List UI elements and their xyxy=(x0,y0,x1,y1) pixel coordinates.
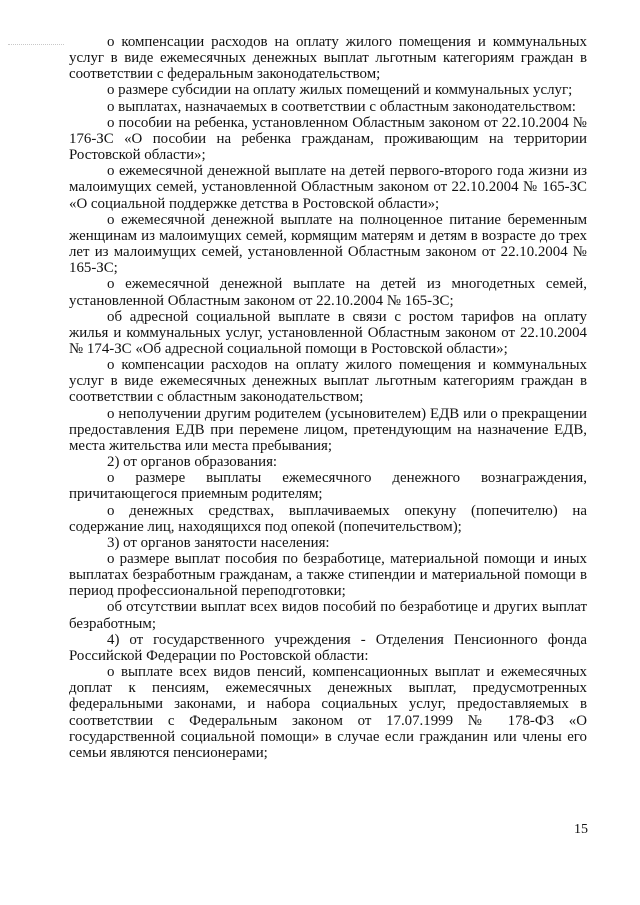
scan-artifact xyxy=(8,44,64,46)
paragraph: о компенсации расходов на оплату жилого помещения и коммунальных услуг в виде ежемесячных денежных выплат льготным категориям граждан в соответствии с федеральным законодательством; xyxy=(69,34,587,83)
page-number: 15 xyxy=(574,822,588,837)
paragraph: о компенсации расходов на оплату жилого помещения и коммунальных услуг в виде ежемесячных денежных выплат льготным категориям граждан в соответствии с областным законодательством; xyxy=(69,357,587,406)
paragraph: о пособии на ребенка, установленном Областным законом от 22.10.2004 № 176-ЗС «О пособии на ребенка гражданам, проживающим на территории Ростовской области»; xyxy=(69,114,587,164)
paragraph: о денежных средствах, выплачиваемых опекуну (попечителю) на содержание лиц, находящихся под опекой (попечительством); xyxy=(69,502,587,535)
paragraph: о ежемесячной денежной выплате на детей первого-второго года жизни из малоимущих семей, установленной Областным законом от 22.10.2004 № 165-ЗС «О социальной поддержке детства в Ростовской области»; xyxy=(69,163,587,212)
document-body xyxy=(69,34,587,761)
section-heading: 3) от органов занятости населения: xyxy=(107,534,330,551)
paragraph: о неполучении другим родителем (усыновителем) ЕДВ или о прекращении предоставления ЕДВ при перемене лицом, претендующим на назначение ЕДВ, места жительства или места пребывания; xyxy=(69,405,587,454)
paragraph: о размере выплаты ежемесячного денежного вознаграждения, причитающегося приемным родителям; xyxy=(69,470,587,503)
section-heading: 4) от государственного учреждения - Отделения Пенсионного фонда Российской Федерации по Ростовской области: xyxy=(69,631,587,664)
paragraph: о ежемесячной денежной выплате на полноценное питание беременным женщинам из малоимущих семей, кормящим матерям и детям в возрасте до трех лет из малоимущих семей, установленной Областным законом от 22.10.2004 № 165-ЗС; xyxy=(69,211,587,277)
paragraph: об адресной социальной выплате в связи с ростом тарифов на оплату жилья и коммунальных услуг, установленной Областным законом от 22.10.2004 № 174-ЗС «Об адресной социальной помощи в Ростовской области»; xyxy=(69,308,587,357)
paragraph: о выплатах, назначаемых в соответствии с областным законодательством: xyxy=(107,98,576,115)
paragraph: о выплате всех видов пенсий, компенсационных выплат и ежемесячных доплат к пенсиям, ежемесячных денежных выплат, предусмотренных федеральными законами, и набора социальных услуг, предоставляемых в соответствии с Федеральным законом от 17.07.1999 № 178-ФЗ «О государственной социальной помощи» в случае если гражданин или члены его семьи являются пенсионерами; xyxy=(69,664,587,761)
paragraph: о ежемесячной денежной выплате на детей из многодетных семей, установленной Областным законом от 22.10.2004 № 165-ЗС; xyxy=(69,276,587,309)
paragraph: об отсутствии выплат всех видов пособий по безработице и других выплат безработным; xyxy=(69,599,587,632)
paragraph: о размере субсидии на оплату жилых помещений и коммунальных услуг; xyxy=(107,82,573,99)
section-heading: 2) от органов образования: xyxy=(107,454,278,471)
paragraph: о размере выплат пособия по безработице, материальной помощи и иных выплатах безработным гражданам, а также стипендии и материальной помощи в период профессиональной переподготовки; xyxy=(69,551,587,600)
